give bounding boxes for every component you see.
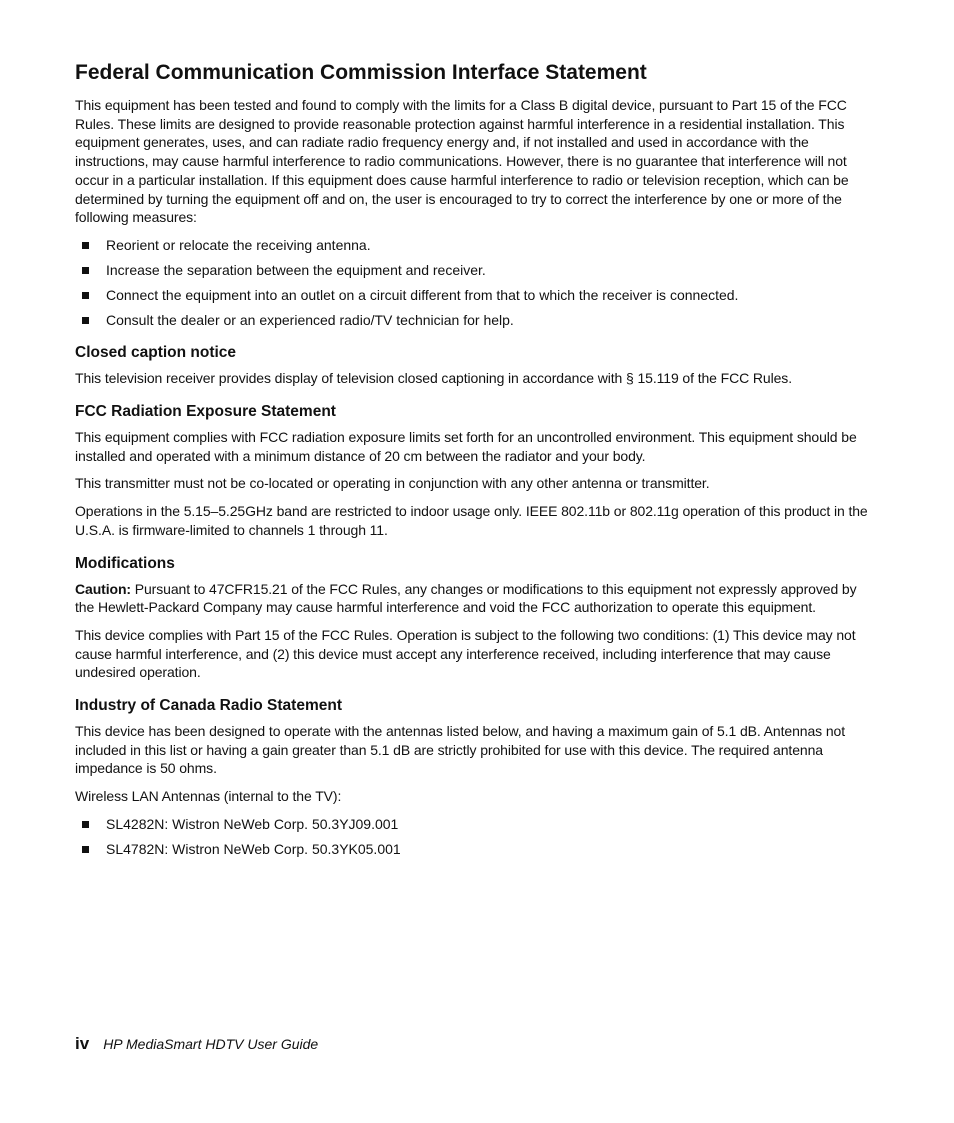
part15-paragraph: This device complies with Part 15 of the FCC Rules. Operation is subject to the following two conditions: (1) This device may not cause harmful interference, and (2) this device must accept any interference received, including interference that may cause undesired operation. xyxy=(75,626,856,681)
radiation-paragraph-2: This transmitter must not be co-located or operating in conjunction with any other antenna or transmitter. xyxy=(75,475,710,492)
list-item-text: Reorient or relocate the receiving antenna. xyxy=(106,236,371,253)
list-item-text: Consult the dealer or an experienced radio/TV technician for help. xyxy=(106,311,514,328)
square-bullet-icon xyxy=(82,317,89,324)
square-bullet-icon xyxy=(82,846,89,853)
list-item xyxy=(75,236,875,255)
radiation-heading: FCC Radiation Exposure Statement xyxy=(75,403,336,420)
square-bullet-icon xyxy=(82,292,89,299)
page-footer xyxy=(75,1034,318,1054)
fcc-intro-paragraph: This equipment has been tested and found to comply with the limits for a Class B digital device, pursuant to Part 15 of the FCC Rules. These limits are designed to provide reasonable protection against harmful interference in a residential installation. This equipment generates, uses, and can radiate radio frequency energy and, if not installed and used in accordance with the instructions, may cause harmful interference to radio communications. However, there is no guarantee that interference will not occur in a particular installation. If this equipment does cause harmful interference to radio or television reception, which can be determined by turning the equipment off and on, the user is encouraged to try to correct the interference by one or more of the following measures: xyxy=(75,97,849,226)
list-item-text: Increase the separation between the equipment and receiver. xyxy=(106,261,486,278)
caution-label: Caution: xyxy=(75,580,131,597)
guide-title: HP MediaSmart HDTV User Guide xyxy=(103,1036,319,1052)
page-title: Federal Communication Commission Interface Statement xyxy=(75,61,647,84)
list-item xyxy=(75,840,875,859)
list-item xyxy=(75,286,875,305)
document-page xyxy=(75,60,875,866)
radiation-paragraph-1: This equipment complies with FCC radiation exposure limits set forth for an uncontrolled environment. This equipment should be installed and operated with a minimum distance of 20 cm between the radiator and your body. xyxy=(75,429,857,464)
caution-paragraph xyxy=(75,580,875,617)
canada-heading: Industry of Canada Radio Statement xyxy=(75,697,342,715)
list-item-text: SL4282N: Wistron NeWeb Corp. 50.3YJ09.001 xyxy=(106,815,399,832)
closed-caption-paragraph: This television receiver provides display of television closed captioning in accordance with § 15.119 of the FCC Rules. xyxy=(75,370,792,387)
canada-paragraph-2: Wireless LAN Antennas (internal to the TV): xyxy=(75,788,342,805)
list-item-text: Connect the equipment into an outlet on a circuit different from that to which the receiver is connected. xyxy=(106,286,739,303)
page-number: iv xyxy=(75,1034,90,1053)
square-bullet-icon xyxy=(82,267,89,274)
caution-text: Pursuant to 47CFR15.21 of the FCC Rules, any changes or modifications to this equipment not expressly approved by the Hewlett-Packard Company may cause harmful interference and void the FCC authorization to operate this equipment. xyxy=(75,580,857,616)
list-item xyxy=(75,261,875,280)
radiation-paragraph-3: Operations in the 5.15–5.25GHz band are restricted to indoor usage only. IEEE 802.11b or 802.11g operation of this product in the U.S.A. is firmware-limited to channels 1 through 11. xyxy=(75,503,868,538)
antennas-list xyxy=(75,815,875,859)
list-item xyxy=(75,815,875,834)
list-item xyxy=(75,311,875,330)
square-bullet-icon xyxy=(82,821,89,828)
canada-paragraph-1: This device has been designed to operate with the antennas listed below, and having a maximum gain of 5.1 dB. Antennas not included in this list or having a gain greater than 5.1 dB are strictly prohibited for use with this device. The required antenna impedance is 50 ohms. xyxy=(75,723,845,777)
list-item-text: SL4782N: Wistron NeWeb Corp. 50.3YK05.001 xyxy=(106,840,401,857)
closed-caption-heading: Closed caption notice xyxy=(75,344,237,362)
modifications-heading: Modifications xyxy=(75,554,175,572)
square-bullet-icon xyxy=(82,242,89,249)
measures-list xyxy=(75,236,875,329)
